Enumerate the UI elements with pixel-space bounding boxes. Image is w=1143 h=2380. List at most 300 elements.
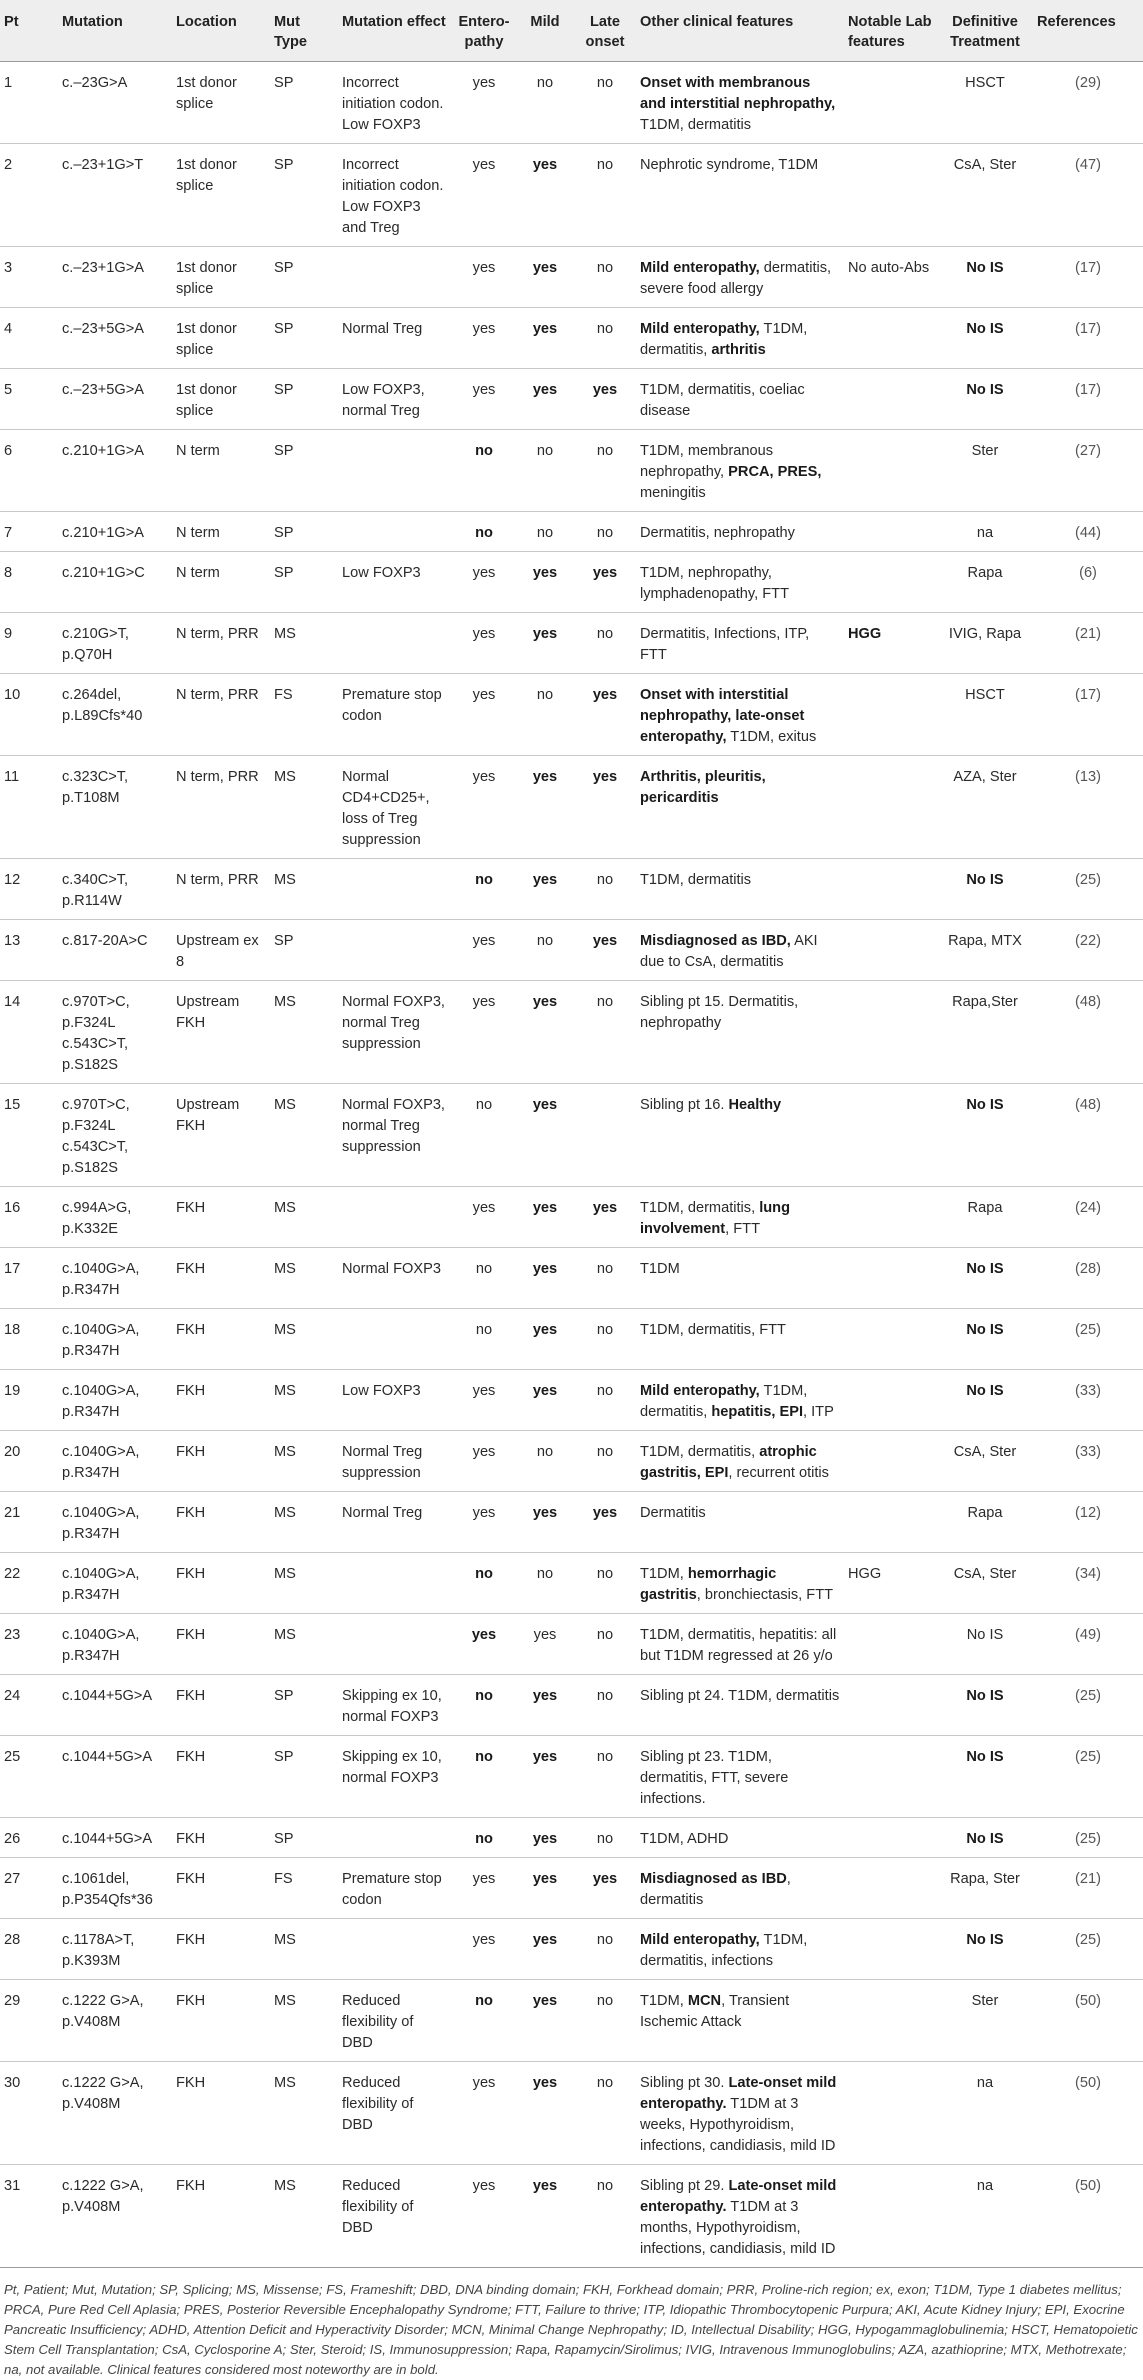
cell-reference: (50) — [1033, 2165, 1143, 2268]
cell-enteropathy: yes — [452, 62, 516, 144]
cell-reference: (29) — [1033, 62, 1143, 144]
cell-pt: 9 — [0, 613, 58, 674]
cell-late-onset — [574, 1858, 636, 1919]
table-row — [0, 1614, 1143, 1675]
cell-location: FKH — [172, 1675, 270, 1736]
cell-definitive-treatment: HSCT — [937, 674, 1033, 756]
cell-mutation: c.1040G>A, p.R347H — [58, 1248, 172, 1309]
cell-mild-bold: yes — [532, 565, 558, 581]
cell-other-clinical-features — [636, 981, 844, 1084]
cell-mutation: c.1040G>A, p.R347H — [58, 1431, 172, 1492]
cell-mutation: c.1044+5G>A — [58, 1736, 172, 1818]
cell-mild-bold: yes — [532, 157, 558, 173]
cell-enteropathy: yes — [452, 1370, 516, 1431]
cell-lab-features — [844, 1492, 937, 1553]
cell-definitive-treatment: CsA, Ster — [937, 1553, 1033, 1614]
cell-other-clinical-features — [636, 859, 844, 920]
cell-mild-bold: yes — [532, 1200, 558, 1216]
table-row — [0, 430, 1143, 512]
cell-pt: 17 — [0, 1248, 58, 1309]
table-row — [0, 859, 1143, 920]
cell-mild — [516, 1492, 574, 1553]
clinical-feature-segment: Sibling pt 23. T1DM, dermatitis, FTT, severe infections. — [640, 1749, 789, 1807]
cell-mut-type: MS — [270, 1553, 338, 1614]
cell-reference: (25) — [1033, 1675, 1143, 1736]
cell-mutation-effect: Incorrect initiation codon. Low FOXP3 and Treg — [338, 144, 452, 247]
clinical-feature-segment: T1DM, dermatitis — [640, 117, 752, 133]
cell-pt: 22 — [0, 1553, 58, 1614]
cell-lab-features — [844, 512, 937, 552]
cell-mild-bold: yes — [532, 1383, 558, 1399]
cell-mild: no — [516, 62, 574, 144]
table-row — [0, 1858, 1143, 1919]
clinical-feature-segment: , Transient Ischemic Attack — [640, 1993, 790, 2030]
cell-enteropathy: yes — [452, 247, 516, 308]
cell-mutation-effect — [338, 1614, 452, 1675]
cell-pt: 7 — [0, 512, 58, 552]
cell-definitive-treatment: Rapa — [937, 1492, 1033, 1553]
cell-enteropathy — [452, 1675, 516, 1736]
cell-mutation-effect: Low FOXP3, normal Treg — [338, 369, 452, 430]
table-row — [0, 981, 1143, 1084]
cell-reference: (24) — [1033, 1187, 1143, 1248]
cell-enteropathy: yes — [452, 920, 516, 981]
clinical-feature-segment: Dermatitis, nephropathy — [640, 525, 795, 541]
cell-definitive-treatment — [937, 1309, 1033, 1370]
cell-other-clinical-features — [636, 308, 844, 369]
cell-enteropathy: yes — [452, 552, 516, 613]
cell-lab-features: No auto-Abs — [844, 247, 937, 308]
cell-mut-type: MS — [270, 1187, 338, 1248]
cell-mild — [516, 981, 574, 1084]
cell-mut-type: SP — [270, 552, 338, 613]
cell-lab-features — [844, 1818, 937, 1858]
cell-mild-bold: yes — [532, 994, 558, 1010]
cell-lab-features — [844, 1675, 937, 1736]
cell-pt: 24 — [0, 1675, 58, 1736]
cell-definitive-treatment: Ster — [937, 1980, 1033, 2062]
cell-mild: no — [516, 1553, 574, 1614]
cell-definitive-treatment: Rapa, MTX — [937, 920, 1033, 981]
cell-definitive-treatment: Rapa, Ster — [937, 1858, 1033, 1919]
table-row — [0, 1248, 1143, 1309]
table-row — [0, 144, 1143, 247]
cell-definitive-treatment-bold: No IS — [966, 1932, 1004, 1948]
cell-location: Upstream FKH — [172, 981, 270, 1084]
clinical-feature-segment: , bronchiectasis, FTT — [696, 1587, 834, 1603]
cell-lab-features — [844, 613, 937, 674]
cell-mild — [516, 1818, 574, 1858]
clinical-feature-segment: AKI due to CsA, dermatitis — [640, 933, 818, 970]
cell-mild: no — [516, 674, 574, 756]
cell-other-clinical-features — [636, 1370, 844, 1431]
cell-late-onset-bold: yes — [592, 1505, 618, 1521]
cell-reference: (48) — [1033, 1084, 1143, 1187]
cell-mutation-effect: Low FOXP3 — [338, 552, 452, 613]
clinical-feature-segment: T1DM, dermatitis — [640, 872, 752, 888]
cell-mutation-effect: Normal FOXP3, normal Treg suppression — [338, 981, 452, 1084]
cell-definitive-treatment: na — [937, 512, 1033, 552]
cell-location: 1st donor splice — [172, 62, 270, 144]
cell-mild — [516, 1084, 574, 1187]
cell-mild-bold: yes — [532, 1871, 558, 1887]
cell-late-onset: no — [574, 1980, 636, 2062]
table-row — [0, 1492, 1143, 1553]
clinical-feature-segment: T1DM, dermatitis, — [640, 1383, 808, 1420]
cell-definitive-treatment: IVIG, Rapa — [937, 613, 1033, 674]
cell-lab-features — [844, 920, 937, 981]
cell-mutation: c.210+1G>A — [58, 430, 172, 512]
cell-mutation-effect: Normal CD4+CD25+, loss of Treg suppression — [338, 756, 452, 859]
clinical-feature-segment: Healthy — [728, 1097, 782, 1113]
table-row — [0, 1431, 1143, 1492]
cell-mild — [516, 1919, 574, 1980]
cell-mild — [516, 756, 574, 859]
cell-late-onset: no — [574, 1370, 636, 1431]
cell-mild — [516, 247, 574, 308]
cell-other-clinical-features — [636, 1818, 844, 1858]
clinical-feature-segment: T1DM, dermatitis, hepatitis: all but T1DM regressed at 26 y/o — [640, 1627, 837, 1664]
cell-lab-features — [844, 1980, 937, 2062]
cell-pt: 31 — [0, 2165, 58, 2268]
cell-other-clinical-features — [636, 1248, 844, 1309]
cell-mut-type: SP — [270, 1818, 338, 1858]
cell-pt: 30 — [0, 2062, 58, 2165]
clinical-feature-segment: T1DM, exitus — [726, 729, 817, 745]
cell-reference: (28) — [1033, 1248, 1143, 1309]
cell-lab-features — [844, 308, 937, 369]
cell-definitive-treatment — [937, 1370, 1033, 1431]
cell-mild-bold: yes — [532, 1932, 558, 1948]
clinical-feature-segment: T1DM, dermatitis, — [640, 1200, 760, 1216]
cell-lab-features — [844, 1309, 937, 1370]
cell-mut-type: MS — [270, 981, 338, 1084]
cell-reference: (48) — [1033, 981, 1143, 1084]
cell-other-clinical-features — [636, 144, 844, 247]
cell-other-clinical-features — [636, 1553, 844, 1614]
cell-lab-features — [844, 1248, 937, 1309]
cell-definitive-treatment-bold: No IS — [966, 382, 1004, 398]
cell-definitive-treatment: No IS — [937, 1614, 1033, 1675]
cell-enteropathy: yes — [452, 308, 516, 369]
table-row — [0, 1084, 1143, 1187]
table-footnote: Pt, Patient; Mut, Mutation; SP, Splicing; MS, Missense; FS, Frameshift; DBD, DNA binding domain; FKH, Forkhead domain; PRR, Proline-rich region; ex, exon; T1DM, Type 1 diabetes mellitus; PRCA, Pure Red Cell Aplasia; PRES, Posterior Reversible Encephalopathy Syndrome; FTT, Failure to thrive; ITP, Idiopathic Thrombocytopenic Purpura; AKI, Acute Kidney Injury; EPI, Exocrine Pancreatic Insufficiency; ADHD, Attention Deficit and Hyperactivity Disorder; MCN, Minimal Change Nephropathy; ID, Intellectual Disability; HGG, Hypogammaglobulinemia; HSCT, Hematopoietic Stem Cell Transplantation; CsA, Cyclosporine A; Ster, Steroid; IS, Immunosuppression; Rapa, Rapamycin/Sirolimus; IVIG, Intravenous Immunoglobulins; AZA, azathioprine; MTX, Methotrexate; na, not available. Clinical features considered most noteworthy are in bold. — [4, 2282, 1138, 2377]
cell-other-clinical-features — [636, 2165, 844, 2268]
cell-mutation-effect: Normal Treg — [338, 308, 452, 369]
clinical-feature-segment: , recurrent otitis — [728, 1465, 829, 1481]
cell-pt: 20 — [0, 1431, 58, 1492]
cell-mild-bold: yes — [532, 321, 558, 337]
cell-mutation: c.–23+5G>A — [58, 308, 172, 369]
cell-late-onset-bold: yes — [592, 933, 618, 949]
cell-other-clinical-features — [636, 756, 844, 859]
cell-mutation-effect: Normal FOXP3, normal Treg suppression — [338, 1084, 452, 1187]
clinical-feature-segment: Sibling pt 30. — [640, 2075, 729, 2091]
cell-definitive-treatment — [937, 308, 1033, 369]
cell-reference: (33) — [1033, 1431, 1143, 1492]
cell-lab-features: HGG — [844, 1553, 937, 1614]
cell-enteropathy — [452, 859, 516, 920]
cell-enteropathy: no — [452, 1248, 516, 1309]
cell-definitive-treatment: na — [937, 2165, 1033, 2268]
cell-enteropathy-bold: no — [475, 525, 493, 541]
clinical-feature-segment: MCN — [687, 1993, 722, 2009]
cell-mutation-effect — [338, 247, 452, 308]
cell-location: N term, PRR — [172, 613, 270, 674]
cell-mild-bold: yes — [532, 1993, 558, 2009]
clinical-feature-segment: T1DM, dermatitis, infections — [640, 1932, 808, 1969]
header-location: Location — [172, 0, 270, 62]
clinical-feature-segment: T1DM, — [640, 1566, 688, 1582]
cell-location: FKH — [172, 1370, 270, 1431]
cell-mutation-effect: Skipping ex 10, normal FOXP3 — [338, 1736, 452, 1818]
table-row — [0, 2165, 1143, 2268]
cell-location: FKH — [172, 2165, 270, 2268]
cell-mut-type: MS — [270, 2165, 338, 2268]
cell-mut-type: MS — [270, 2062, 338, 2165]
cell-mild — [516, 552, 574, 613]
cell-reference: (25) — [1033, 1818, 1143, 1858]
cell-late-onset — [574, 1187, 636, 1248]
clinical-feature-segment: T1DM, dermatitis, — [640, 321, 808, 358]
clinical-feature-segment: Arthritis, pleuritis, pericarditis — [640, 769, 766, 806]
cell-definitive-treatment — [937, 859, 1033, 920]
header-late-onset: Late onset — [574, 0, 636, 62]
cell-mild — [516, 859, 574, 920]
cell-definitive-treatment: AZA, Ster — [937, 756, 1033, 859]
cell-reference: (12) — [1033, 1492, 1143, 1553]
cell-enteropathy: no — [452, 1084, 516, 1187]
cell-definitive-treatment-bold: No IS — [966, 1688, 1004, 1704]
cell-mutation-effect — [338, 1187, 452, 1248]
clinical-feature-segment: T1DM, dermatitis, FTT — [640, 1322, 786, 1338]
cell-location: N term, PRR — [172, 859, 270, 920]
cell-late-onset: no — [574, 144, 636, 247]
cell-reference: (6) — [1033, 552, 1143, 613]
cell-location: FKH — [172, 2062, 270, 2165]
cell-other-clinical-features — [636, 1919, 844, 1980]
cell-location: N term — [172, 552, 270, 613]
cell-mild: no — [516, 512, 574, 552]
cell-lab-features — [844, 1736, 937, 1818]
clinical-feature-segment: T1DM at 3 weeks, Hypothyroidism, infections, candidiasis, mild ID — [640, 2096, 836, 2154]
cell-lab-features — [844, 1858, 937, 1919]
cell-mutation-effect — [338, 920, 452, 981]
cell-definitive-treatment: HSCT — [937, 62, 1033, 144]
cell-mild-bold: yes — [532, 260, 558, 276]
cell-reference: (34) — [1033, 1553, 1143, 1614]
cell-mut-type: SP — [270, 369, 338, 430]
cell-enteropathy: yes — [452, 369, 516, 430]
cell-reference: (25) — [1033, 1736, 1143, 1818]
cell-late-onset: no — [574, 2062, 636, 2165]
clinical-feature-segment: T1DM, dermatitis, — [640, 1444, 760, 1460]
cell-mild — [516, 144, 574, 247]
cell-other-clinical-features — [636, 1675, 844, 1736]
cell-mild: no — [516, 430, 574, 512]
cell-other-clinical-features — [636, 430, 844, 512]
cell-definitive-treatment-bold: No IS — [966, 1097, 1004, 1113]
cell-enteropathy: yes — [452, 674, 516, 756]
clinical-feature-segment: Mild enteropathy, — [640, 1932, 760, 1948]
clinical-feature-segment: T1DM — [640, 1261, 680, 1277]
table-row — [0, 920, 1143, 981]
cell-late-onset: no — [574, 1309, 636, 1370]
cell-mild-bold: yes — [532, 1097, 558, 1113]
table-row — [0, 1187, 1143, 1248]
cell-pt: 29 — [0, 1980, 58, 2062]
cell-mutation: c.210+1G>A — [58, 512, 172, 552]
cell-location: FKH — [172, 1492, 270, 1553]
cell-mut-type: MS — [270, 1084, 338, 1187]
table-row — [0, 1919, 1143, 1980]
cell-other-clinical-features — [636, 1492, 844, 1553]
clinical-feature-segment: , dermatitis — [640, 1871, 791, 1908]
cell-definitive-treatment-bold: No IS — [966, 1831, 1004, 1847]
cell-lab-features — [844, 1084, 937, 1187]
cell-enteropathy: yes — [452, 2165, 516, 2268]
cell-lab-features — [844, 859, 937, 920]
cell-location: N term — [172, 430, 270, 512]
clinical-feature-segment: Misdiagnosed as IBD, — [640, 933, 791, 949]
cell-reference: (17) — [1033, 308, 1143, 369]
cell-mut-type: MS — [270, 859, 338, 920]
cell-definitive-treatment-bold: No IS — [966, 1749, 1004, 1765]
cell-other-clinical-features — [636, 1736, 844, 1818]
table-row — [0, 613, 1143, 674]
cell-lab-features — [844, 62, 937, 144]
cell-late-onset: no — [574, 2165, 636, 2268]
cell-definitive-treatment — [937, 1919, 1033, 1980]
cell-reference: (17) — [1033, 369, 1143, 430]
cell-mild — [516, 1980, 574, 2062]
cell-mild — [516, 613, 574, 674]
clinical-feature-segment: atrophic gastritis, EPI — [640, 1444, 817, 1481]
cell-enteropathy — [452, 1736, 516, 1818]
cell-mut-type: SP — [270, 62, 338, 144]
cell-late-onset: no — [574, 859, 636, 920]
header-mut-type: Mut Type — [270, 0, 338, 62]
clinical-feature-segment: Late-onset mild enteropathy. — [640, 2178, 837, 2215]
cell-definitive-treatment — [937, 1736, 1033, 1818]
clinical-feature-segment: dermatitis, severe food allergy — [640, 260, 832, 297]
cell-reference: (25) — [1033, 1919, 1143, 1980]
cell-mild — [516, 1858, 574, 1919]
cell-late-onset: no — [574, 613, 636, 674]
cell-other-clinical-features — [636, 1431, 844, 1492]
clinical-feature-segment: T1DM, dermatitis, coeliac disease — [640, 382, 805, 419]
cell-enteropathy — [452, 1553, 516, 1614]
cell-late-onset — [574, 1084, 636, 1187]
cell-mutation-effect: Reduced flexibility of DBD — [338, 2062, 452, 2165]
cell-mild-bold: yes — [532, 1261, 558, 1277]
cell-mut-type: MS — [270, 756, 338, 859]
table-row — [0, 552, 1143, 613]
clinical-feature-segment: Onset with membranous and interstitial nephropathy, — [640, 75, 836, 112]
cell-reference: (50) — [1033, 2062, 1143, 2165]
cell-definitive-treatment — [937, 1818, 1033, 1858]
cell-lab-features — [844, 552, 937, 613]
cell-pt: 10 — [0, 674, 58, 756]
cell-other-clinical-features — [636, 1614, 844, 1675]
cell-enteropathy — [452, 512, 516, 552]
cell-enteropathy: yes — [452, 1492, 516, 1553]
cell-definitive-treatment: Rapa — [937, 552, 1033, 613]
cell-mutation: c.–23+1G>T — [58, 144, 172, 247]
cell-location: Upstream FKH — [172, 1084, 270, 1187]
cell-mut-type: SP — [270, 247, 338, 308]
cell-enteropathy-bold: no — [475, 443, 493, 459]
table-row — [0, 1675, 1143, 1736]
cell-mild — [516, 308, 574, 369]
cell-mild-bold: yes — [532, 2075, 558, 2091]
cell-definitive-treatment-bold: No IS — [966, 1261, 1004, 1277]
cell-definitive-treatment — [937, 1248, 1033, 1309]
cell-location: N term — [172, 512, 270, 552]
cell-reference: (25) — [1033, 859, 1143, 920]
cell-mutation-effect: Reduced flexibility of DBD — [338, 1980, 452, 2062]
cell-late-onset — [574, 369, 636, 430]
cell-mild-bold: yes — [532, 1749, 558, 1765]
table-row — [0, 1980, 1143, 2062]
cell-location: FKH — [172, 1919, 270, 1980]
cell-location: 1st donor splice — [172, 144, 270, 247]
cell-mild-bold: yes — [532, 769, 558, 785]
cell-late-onset — [574, 552, 636, 613]
cell-mutation-effect — [338, 512, 452, 552]
cell-other-clinical-features — [636, 1858, 844, 1919]
table-row — [0, 1736, 1143, 1818]
header-other-clinical-features: Other clinical features — [636, 0, 844, 62]
cell-definitive-treatment: Rapa,Ster — [937, 981, 1033, 1084]
cell-mutation-effect — [338, 613, 452, 674]
clinical-feature-segment: Mild enteropathy, — [640, 260, 760, 276]
cell-location: 1st donor splice — [172, 308, 270, 369]
table-row — [0, 1309, 1143, 1370]
cell-reference: (21) — [1033, 1858, 1143, 1919]
cell-mutation-effect: Low FOXP3 — [338, 1370, 452, 1431]
cell-lab-features-bold: HGG — [848, 626, 882, 642]
cell-location: FKH — [172, 1736, 270, 1818]
cell-definitive-treatment — [937, 1084, 1033, 1187]
table-row — [0, 62, 1143, 144]
cell-definitive-treatment — [937, 1675, 1033, 1736]
cell-mutation: c.–23+5G>A — [58, 369, 172, 430]
cell-definitive-treatment — [937, 247, 1033, 308]
cell-late-onset-bold: yes — [592, 1871, 618, 1887]
cell-other-clinical-features — [636, 369, 844, 430]
header-enteropathy: Entero-pathy — [452, 0, 516, 62]
header-mutation-effect: Mutation effect — [338, 0, 452, 62]
cell-mutation: c.–23+1G>A — [58, 247, 172, 308]
cell-mutation: c.1040G>A, p.R347H — [58, 1492, 172, 1553]
cell-enteropathy-bold: no — [475, 1749, 493, 1765]
cell-reference: (49) — [1033, 1614, 1143, 1675]
cell-mut-type: MS — [270, 1919, 338, 1980]
cell-mild — [516, 1248, 574, 1309]
cell-other-clinical-features — [636, 674, 844, 756]
cell-pt: 23 — [0, 1614, 58, 1675]
table-row — [0, 756, 1143, 859]
clinical-feature-segment: Dermatitis, Infections, ITP, FTT — [640, 626, 810, 663]
cell-pt: 13 — [0, 920, 58, 981]
cell-late-onset: no — [574, 1553, 636, 1614]
cell-late-onset: no — [574, 430, 636, 512]
cell-mutation-effect — [338, 1919, 452, 1980]
cell-late-onset: no — [574, 247, 636, 308]
cell-lab-features — [844, 144, 937, 247]
cell-lab-features — [844, 430, 937, 512]
